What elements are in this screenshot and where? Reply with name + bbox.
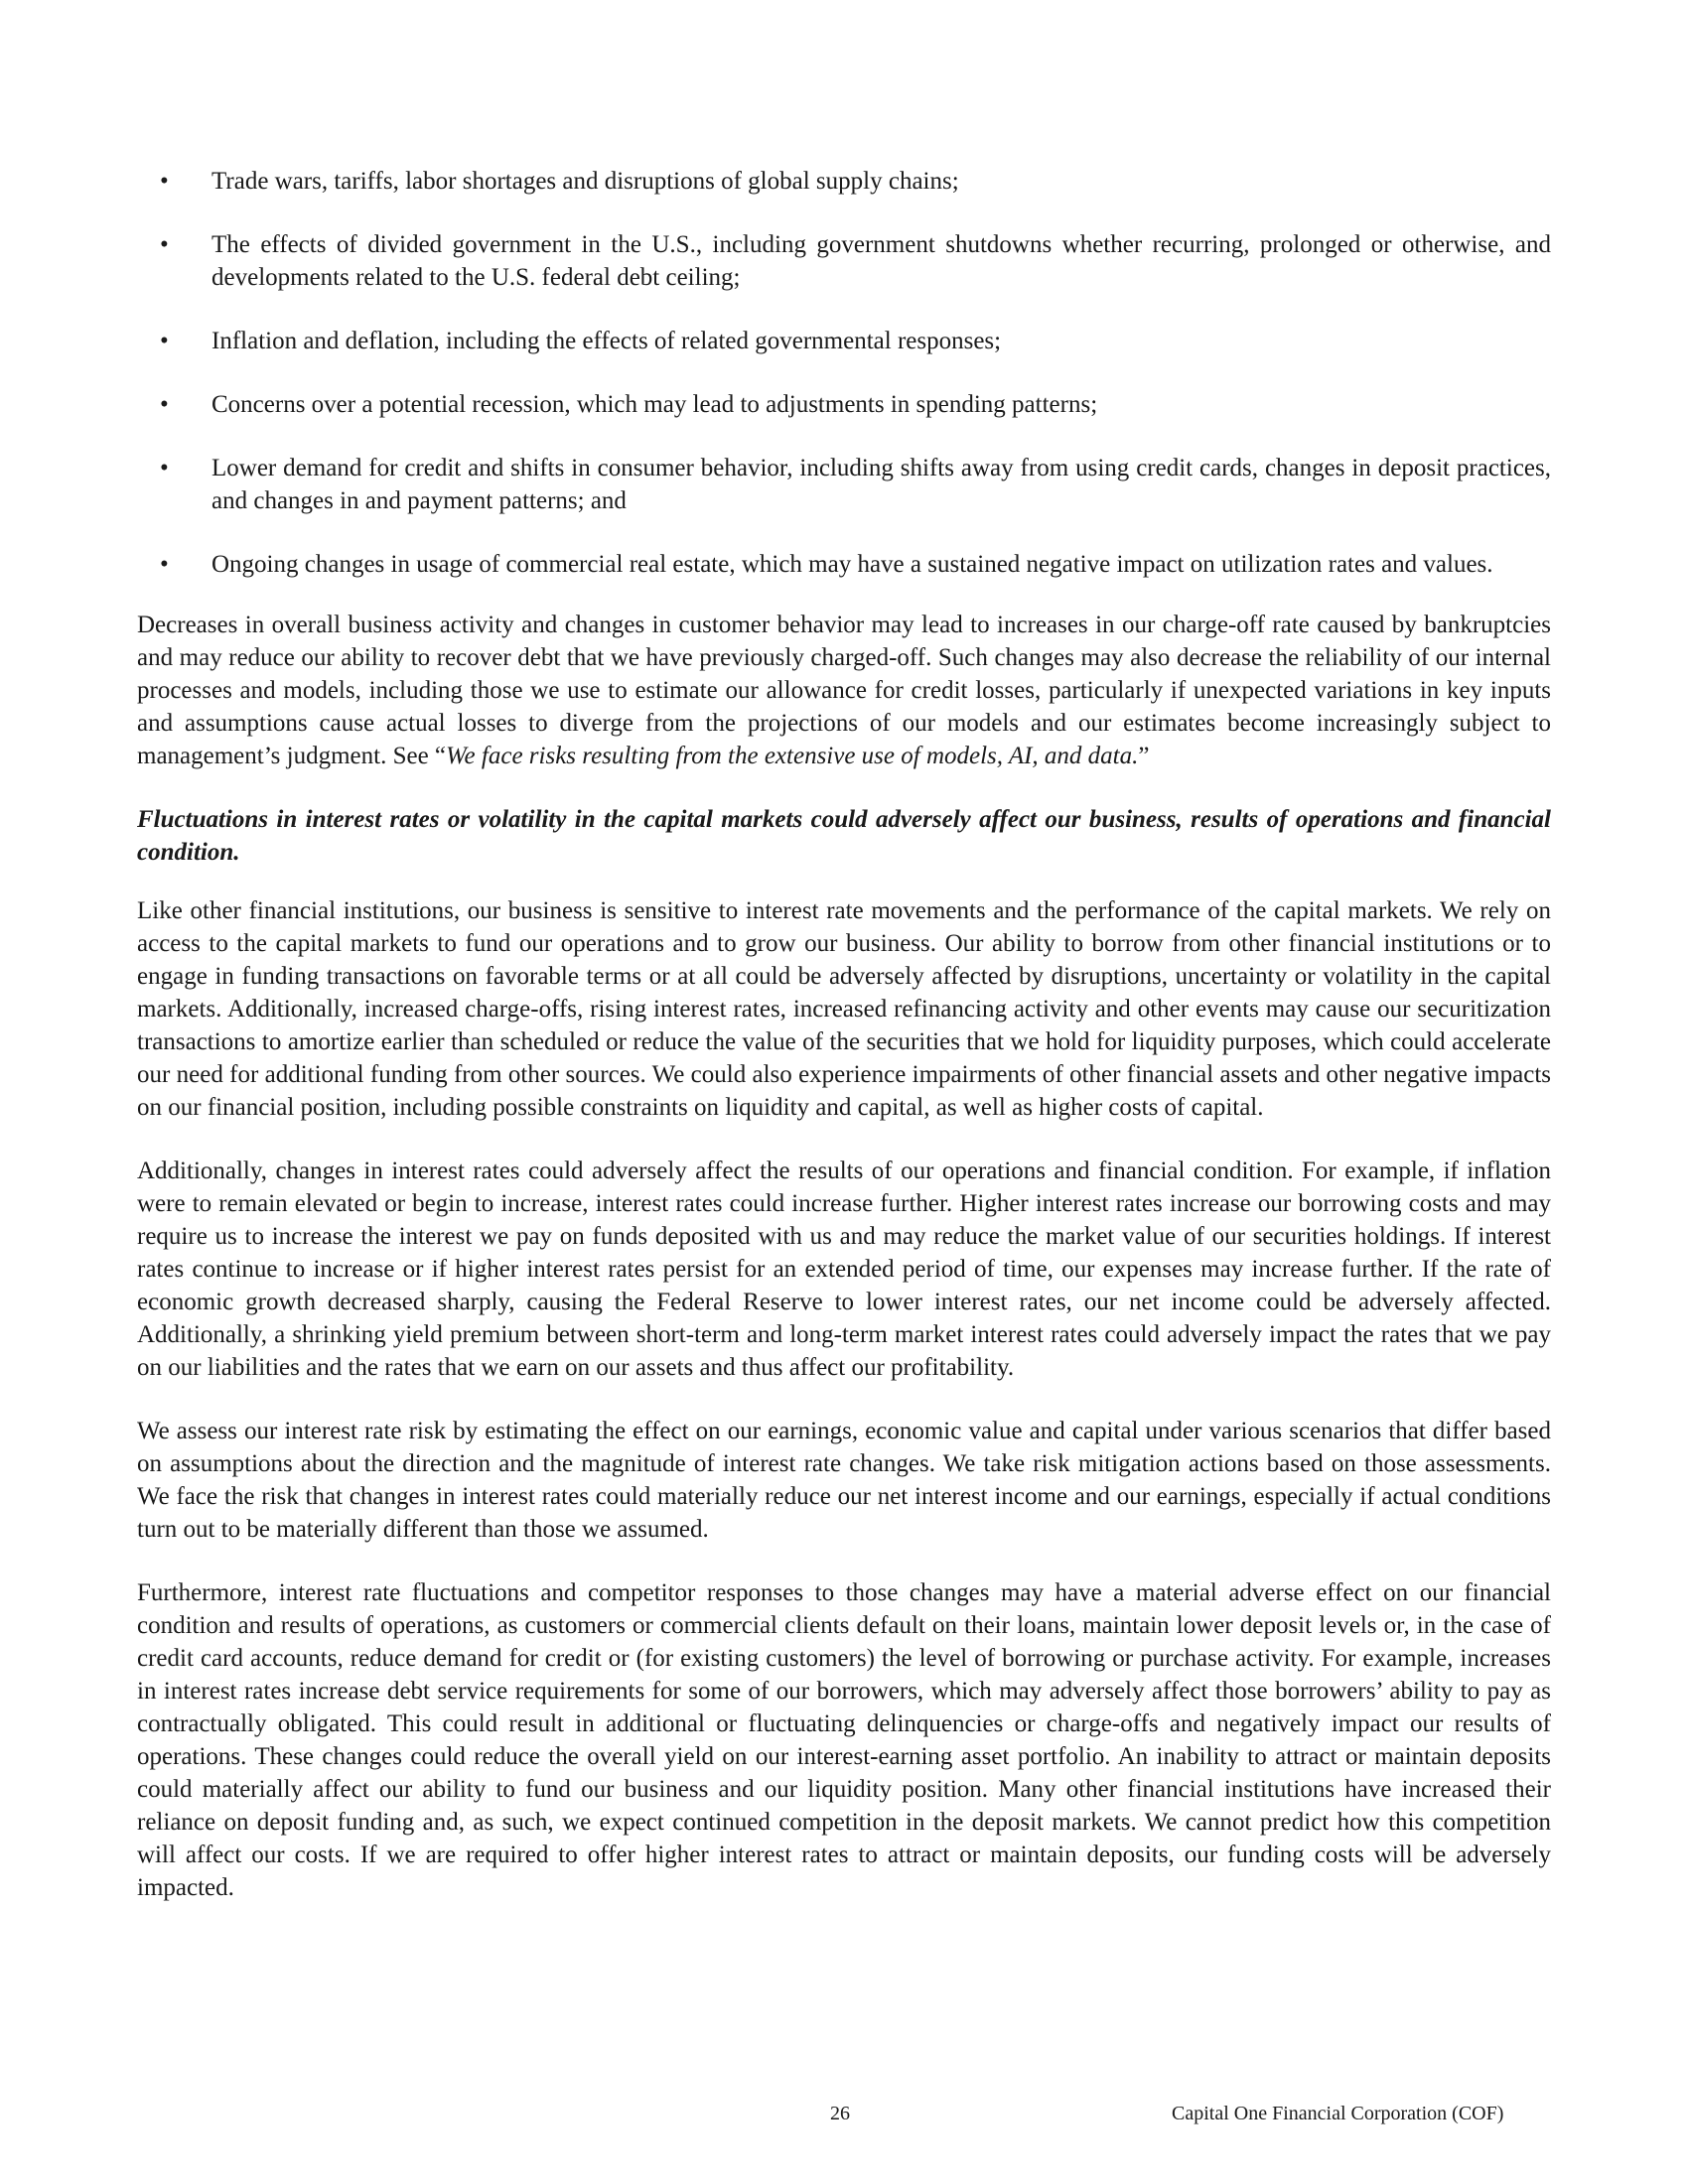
bullet-item-inflation (137, 325, 1551, 357)
cross-reference-italic: We face risks resulting from the extensive use of models, AI, and data. (446, 743, 1139, 769)
bullet-item-divided-government (137, 228, 1551, 294)
bullet-item-commercial-real-estate (137, 548, 1551, 581)
page-content (137, 165, 1551, 1935)
bullet-icon: • (160, 168, 169, 195)
section-heading: Fluctuations in interest rates or volatility in the capital markets could adversely affect our business, results of operations and financial condition. (137, 806, 1551, 866)
bullet-text: Concerns over a potential recession, which may lead to adjustments in spending patterns; (211, 391, 1098, 418)
bullet-text: Inflation and deflation, including the effects of related governmental responses; (211, 328, 1002, 354)
bullet-text: Ongoing changes in usage of commercial real estate, which may have a sustained negative impact on utilization rates and values. (211, 551, 1493, 578)
paragraph-business-activity (137, 609, 1551, 772)
bullet-text: Lower demand for credit and shifts in consumer behavior, including shifts away from using credit cards, changes in deposit practices, and changes in and payment patterns; and (211, 455, 1551, 514)
bullet-icon: • (160, 231, 169, 258)
bullet-item-credit-demand (137, 452, 1551, 517)
bullet-icon: • (160, 551, 169, 578)
paragraph-text: Decreases in overall business activity and changes in customer behavior may lead to increases in our charge-off rate caused by bankruptcies and may reduce our ability to recover debt that we have previously charged-off. Such changes may also decrease the reliability of our internal processes and models, including those we use to estimate our allowance for credit losses, particularly if unexpected variations in key inputs and assumptions cause actual losses to diverge from the projections of our models and our estimates become increasingly subject to management’s judgment. See “ (137, 612, 1551, 769)
paragraph-capital-markets: Like other financial institutions, our business is sensitive to interest rate movements and the performance of the capital markets. We rely on access to the capital markets to fund our operations and to grow our business. Our ability to borrow from other financial institutions or to engage in funding transactions on favorable terms or at all could be adversely affected by disruptions, uncertainty or volatility in the capital markets. Additionally, increased charge-offs, rising interest rates, increased refinancing activity and other events may cause our securitization transactions to amortize earlier than scheduled or reduce the value of the securities that we hold for liquidity purposes, which could accelerate our need for additional funding from other sources. We could also experience impairments of other financial assets and other negative impacts on our financial position, including possible constraints on liquidity and capital, as well as higher costs of capital. (137, 897, 1551, 1121)
bullet-icon: • (160, 391, 169, 418)
bullet-item-trade-wars (137, 165, 1551, 198)
paragraph-interest-rate-risk: We assess our interest rate risk by estimating the effect on our earnings, economic value and capital under various scenarios that differ based on assumptions about the direction and the magnitude of interest rate changes. We take risk mitigation actions based on those assessments. We face the risk that changes in interest rates could materially reduce our net interest income and our earnings, especially if actual conditions turn out to be materially different than those we assumed. (137, 1418, 1551, 1543)
bullet-text: The effects of divided government in the U.S., including government shutdowns whether recurring, prolonged or otherwise, and developments related to the U.S. federal debt ceiling; (211, 231, 1551, 291)
page-number: 26 (830, 2103, 850, 2124)
company-name: Capital One Financial Corporation (COF) (1172, 2103, 1504, 2124)
bullet-item-recession (137, 388, 1551, 421)
bullet-icon: • (160, 328, 169, 354)
closing-quote: ” (1138, 743, 1150, 769)
bullet-icon: • (160, 455, 169, 481)
bullet-text: Trade wars, tariffs, labor shortages and disruptions of global supply chains; (211, 168, 959, 195)
risk-factor-bullet-list (137, 165, 1551, 581)
paragraph-competitor-responses: Furthermore, interest rate fluctuations and competitor responses to those changes may have a material adverse effect on our financial condition and results of operations, as customers or commercial clients default on their loans, maintain lower deposit levels or, in the case of credit card accounts, reduce demand for credit or (for existing customers) the level of borrowing or purchase activity. For example, increases in interest rates increase debt service requirements for some of our borrowers, which may adversely affect those borrowers’ ability to pay as contractually obligated. This could result in additional or fluctuating delinquencies or charge-offs and negatively impact our results of operations. These changes could reduce the overall yield on our interest-earning asset portfolio. An inability to attract or maintain deposits could materially affect our ability to fund our business and our liquidity position. Many other financial institutions have increased their reliance on deposit funding and, as such, we expect continued competition in the deposit markets. We cannot predict how this competition will affect our costs. If we are required to offer higher interest rates to attract or maintain deposits, our funding costs will be adversely impacted. (137, 1579, 1551, 1901)
paragraph-interest-rate-changes: Additionally, changes in interest rates could adversely affect the results of our operations and financial condition. For example, if inflation were to remain elevated or begin to increase, interest rates could increase further. Higher interest rates increase our borrowing costs and may require us to increase the interest we pay on funds deposited with us and may reduce the market value of our securities holdings. If interest rates continue to increase or if higher interest rates persist for an extended period of time, our expenses may increase further. If the rate of economic growth decreased sharply, causing the Federal Reserve to lower interest rates, our net income could be adversely affected. Additionally, a shrinking yield premium between short-term and long-term market interest rates could adversely impact the rates that we pay on our liabilities and the rates that we earn on our assets and thus affect our profitability. (137, 1158, 1551, 1381)
